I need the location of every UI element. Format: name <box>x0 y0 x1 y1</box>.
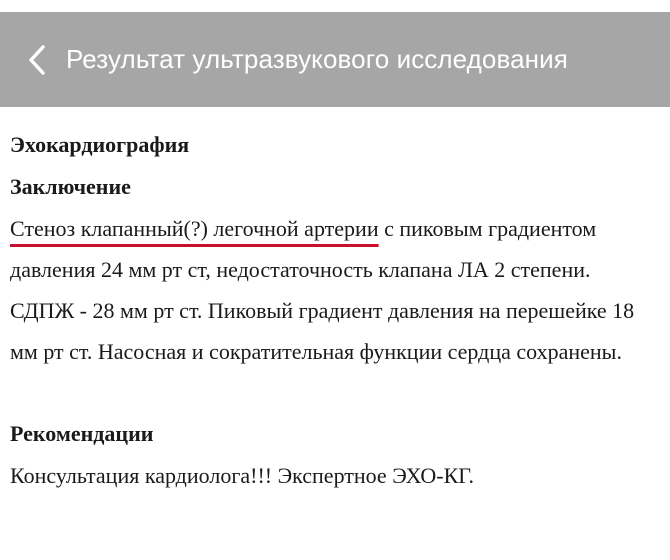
report-content <box>10 124 660 496</box>
page-title: Результат ультразвукового исследования <box>66 44 568 74</box>
spacer <box>10 372 660 413</box>
conclusion-highlight: Стеноз клапанный(?) легочной артерии <box>10 216 379 241</box>
conclusion-title: Заключение <box>10 174 131 199</box>
conclusion-text <box>10 208 660 372</box>
back-button[interactable] <box>12 30 62 90</box>
section-title: Эхокардиография <box>10 132 190 157</box>
recommendations-text: Консультация кардиолога!!! Экспертное ЭХО-КГ. <box>10 463 474 488</box>
app-header <box>0 12 670 107</box>
recommendations-title: Рекомендации <box>10 421 154 446</box>
conclusion-rest: с пиковым градиентом давления 24 мм рт ст, недостаточность клапана ЛА 2 степени. СДПЖ - 28 мм рт ст. Пиковый градиент давления на перешейке 18 мм рт ст. Насосная и сократительная функции сердца сохранены. <box>10 216 635 364</box>
chevron-left-icon <box>27 44 47 76</box>
